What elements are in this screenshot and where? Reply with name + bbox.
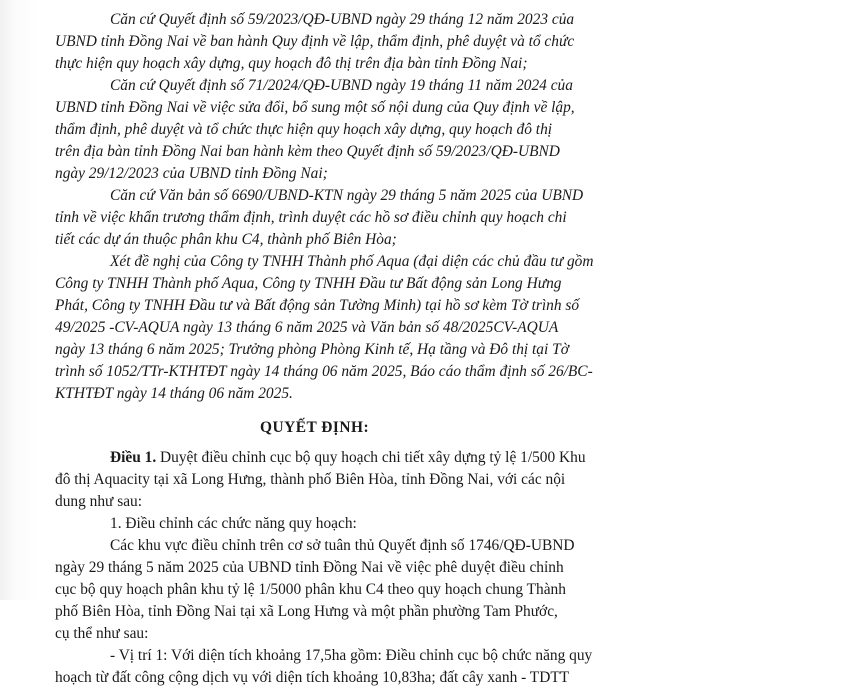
text-line: Căn cứ Văn bản số 6690/UBND-KTN ngày 29 tháng 5 năm 2025 của UBND xyxy=(110,187,584,204)
text-line: trình số 1052/TTr-KTHTĐT ngày 14 tháng 06 năm 2025, Báo cáo thẩm định số 26/BC- xyxy=(55,363,593,380)
article-1-text: Duyệt điều chỉnh cục bộ quy hoạch chi tiết xây dựng tỷ lệ 1/500 Khu xyxy=(156,449,586,466)
text-line: thực hiện quy hoạch xây dựng, quy hoạch đô thị trên địa bàn tỉnh Đồng Nai; xyxy=(55,55,528,72)
text-line: KTHTĐT ngày 14 tháng 06 năm 2025. xyxy=(55,385,293,402)
text-line: 49/2025 -CV-AQUA ngày 13 tháng 6 năm 2025 và Văn bản số 48/2025CV-AQUA xyxy=(55,319,559,336)
text-line: Phát, Công ty TNHH Đầu tư và Bất động sản Tường Minh) tại hồ sơ kèm Tờ trình số xyxy=(55,297,580,314)
text-line: - Vị trí 1: Với diện tích khoảng 17,5ha gồm: Điều chỉnh cục bộ chức năng quy xyxy=(110,647,593,664)
text-line: Căn cứ Quyết định số 71/2024/QĐ-UBND ngày 19 tháng 11 năm 2024 của xyxy=(110,77,573,94)
text-line: 1. Điều chỉnh các chức năng quy hoạch: xyxy=(110,515,357,532)
text-line: dung như sau: xyxy=(55,493,143,510)
text-line: hoạch từ đất công cộng dịch vụ với diện tích khoảng 10,83ha; đất cây xanh - TDTT xyxy=(55,669,570,686)
article-1-line xyxy=(110,447,710,469)
text-line: đô thị Aquacity tại xã Long Hưng, thành phố Biên Hòa, tỉnh Đồng Nai, với các nội xyxy=(55,471,566,488)
text-line: thẩm định, phê duyệt và tổ chức thực hiện quy hoạch xây dựng, quy hoạch đô thị xyxy=(55,121,553,138)
text-line: phố Biên Hòa, tỉnh Đồng Nai tại xã Long Hưng và một phần phường Tam Phước, xyxy=(55,603,558,620)
text-line: ngày 29/12/2023 của UBND tỉnh Đồng Nai; xyxy=(55,165,328,182)
decision-heading: QUYẾT ĐỊNH: xyxy=(260,419,370,436)
text-line: Căn cứ Quyết định số 59/2023/QĐ-UBND ngày 29 tháng 12 năm 2023 của xyxy=(110,11,575,28)
text-line: tiết các dự án thuộc phân khu C4, thành phố Biên Hòa; xyxy=(55,231,397,248)
text-line: UBND tỉnh Đồng Nai về ban hành Quy định về lập, thẩm định, phê duyệt và tổ chức xyxy=(55,33,575,50)
text-line: trên địa bàn tỉnh Đồng Nai ban hành kèm theo Quyết định số 59/2023/QĐ-UBND xyxy=(55,143,560,160)
text-line: Công ty TNHH Thành phố Aqua, Công ty TNHH Đầu tư Bất động sản Long Hưng xyxy=(55,275,562,292)
text-line: Các khu vực điều chỉnh trên cơ sở tuân thủ Quyết định số 1746/QĐ-UBND xyxy=(110,537,575,554)
text-line: UBND tỉnh Đồng Nai về việc sửa đổi, bổ sung một số nội dung của Quy định về lập, xyxy=(55,99,575,116)
text-line: tỉnh về việc khẩn trương thẩm định, trình duyệt các hồ sơ điều chỉnh quy hoạch chi xyxy=(55,209,567,226)
text-line: ngày 29 tháng 5 năm 2025 của UBND tỉnh Đồng Nai về việc phê duyệt điều chỉnh xyxy=(55,559,564,576)
text-line: cục bộ quy hoạch phân khu tỷ lệ 1/5000 phân khu C4 theo quy hoạch chung Thành xyxy=(55,581,566,598)
text-line: cụ thể như sau: xyxy=(55,625,149,642)
text-line: Xét đề nghị của Công ty TNHH Thành phố Aqua (đại diện các chủ đầu tư gồm xyxy=(110,253,594,270)
text-line: ngày 13 tháng 6 năm 2025; Trưởng phòng Phòng Kinh tế, Hạ tầng và Đô thị tại Tờ xyxy=(55,341,569,358)
article-1-label: Điều 1. xyxy=(110,449,157,466)
